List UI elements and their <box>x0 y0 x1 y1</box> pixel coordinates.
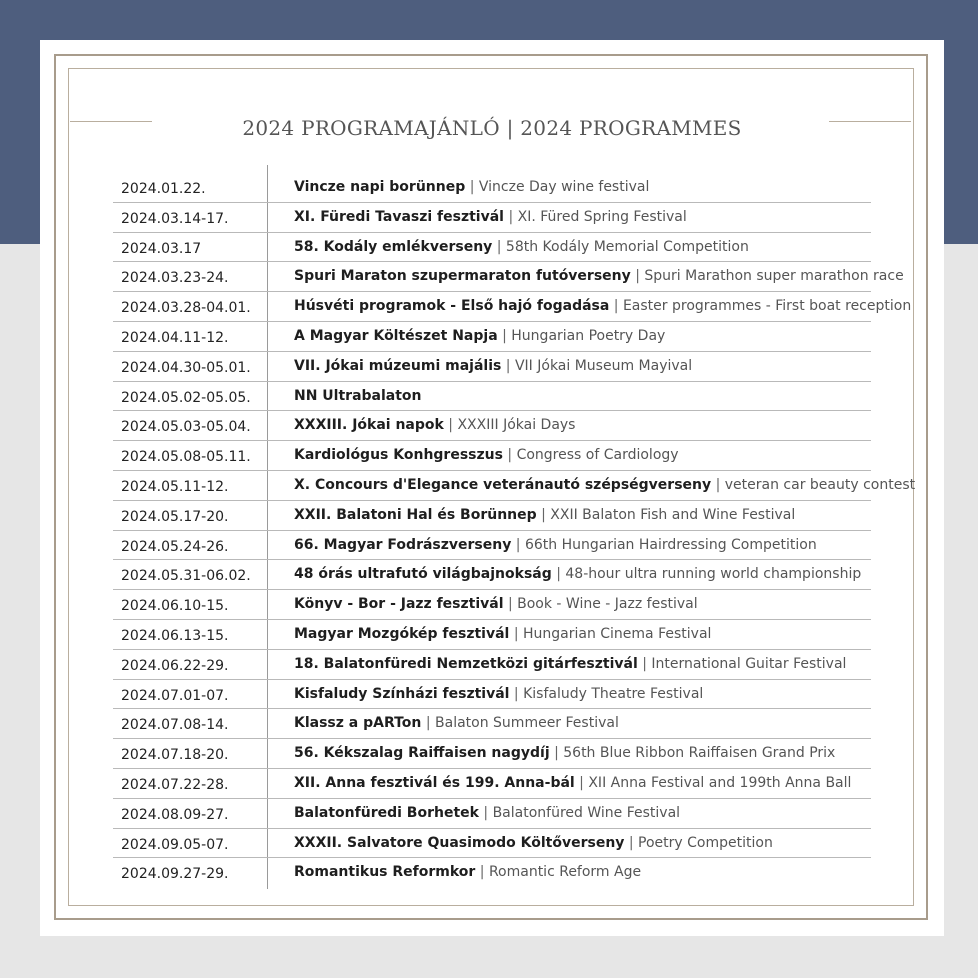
event-name-hu: XXII. Balatoni Hal és Borünnep <box>294 506 537 523</box>
event-title <box>294 566 861 582</box>
programme-row <box>113 411 871 441</box>
event-name-en: Hungarian Cinema Festival <box>522 625 712 642</box>
event-name-en: Congress of Cardiology <box>516 447 679 464</box>
event-name-en: Book - Wine - Jazz festival <box>517 596 698 613</box>
event-date: 2024.07.22-28. <box>121 776 229 793</box>
event-name-en: Spuri Marathon super marathon race <box>644 268 904 285</box>
programme-row <box>113 590 871 620</box>
programme-row <box>113 203 871 233</box>
event-title <box>294 328 665 344</box>
name-separator: | <box>628 834 634 851</box>
event-date: 2024.06.10-15. <box>121 598 229 615</box>
name-separator: | <box>513 625 519 642</box>
event-name-en: Easter programmes - First boat reception <box>622 298 912 315</box>
event-name-hu: Könyv - Bor - Jazz fesztivál <box>294 596 504 613</box>
event-title <box>294 268 904 284</box>
programme-row <box>113 560 871 590</box>
name-separator: | <box>502 327 507 344</box>
event-name-hu: 48 órás ultrafutó világbajnokság <box>294 566 552 583</box>
programme-row <box>113 739 871 769</box>
event-title <box>294 537 817 553</box>
event-date: 2024.04.30-05.01. <box>121 359 251 376</box>
event-date: 2024.06.13-15. <box>121 627 229 644</box>
name-separator: | <box>642 655 647 672</box>
event-title <box>294 835 773 851</box>
event-name-hu: VII. Jókai múzeumi majális <box>294 357 502 374</box>
programme-row <box>113 382 871 412</box>
event-date: 2024.05.02-05.05. <box>121 389 251 406</box>
programme-row <box>113 858 871 888</box>
name-separator: | <box>635 268 640 285</box>
programme-row <box>113 262 904 292</box>
programme-row <box>113 650 871 680</box>
event-name-hu: Magyar Mozgókép fesztivál <box>294 625 510 642</box>
event-title <box>294 388 422 404</box>
event-date: 2024.06.22-29. <box>121 657 229 674</box>
event-title <box>294 626 711 642</box>
event-name-en: International Guitar Festival <box>651 655 847 672</box>
event-date: 2024.03.28-04.01. <box>121 300 251 317</box>
event-date: 2024.05.24-26. <box>121 538 229 555</box>
event-name-hu: 66. Magyar Fodrászverseny <box>294 536 512 553</box>
programme-row <box>113 531 871 561</box>
programme-row <box>113 322 871 352</box>
event-title <box>294 596 698 612</box>
programme-row <box>113 173 871 203</box>
event-title <box>294 477 915 493</box>
event-date: 2024.07.18-20. <box>121 747 229 764</box>
event-name-hu: Húsvéti programok - Első hajó fogadása <box>294 298 610 315</box>
event-title <box>294 298 911 314</box>
programme-row <box>113 620 871 650</box>
event-name-en: Hungarian Poetry Day <box>511 327 666 344</box>
event-name-hu: Romantikus Reformkor <box>294 864 476 881</box>
event-name-en: Vincze Day wine festival <box>478 179 650 195</box>
event-date: 2024.08.09-27. <box>121 806 229 823</box>
event-name-en: VII Jókai Museum Mayival <box>514 357 693 374</box>
name-separator: | <box>554 745 559 762</box>
name-separator: | <box>425 715 431 732</box>
event-name-hu: Spuri Maraton szupermaraton futóverseny <box>294 268 631 285</box>
event-title <box>294 179 649 195</box>
name-separator: | <box>505 357 511 374</box>
programme-row <box>113 829 871 859</box>
event-date: 2024.03.14-17. <box>121 210 229 227</box>
event-title <box>294 209 687 225</box>
name-separator: | <box>579 774 584 791</box>
event-title <box>294 686 703 702</box>
programme-row <box>113 799 871 829</box>
event-title <box>294 417 575 433</box>
event-title <box>294 447 679 463</box>
programme-row <box>113 471 916 501</box>
event-name-hu: Klassz a pARTon <box>294 715 422 732</box>
event-title <box>294 745 835 761</box>
event-date: 2024.03.17 <box>121 240 202 257</box>
event-date: 2024.05.17-20. <box>121 508 229 525</box>
name-separator: | <box>508 208 514 225</box>
event-date: 2024.05.08-05.11. <box>121 449 251 466</box>
event-name-hu: A Magyar Költészet Napja <box>294 327 498 344</box>
event-title <box>294 656 846 672</box>
event-title <box>294 775 851 791</box>
event-name-hu: X. Concours d'Elegance veteránautó szépségverseny <box>294 476 712 493</box>
event-date: 2024.09.05-07. <box>121 836 229 853</box>
event-name-en: Kisfaludy Theatre Festival <box>523 685 704 702</box>
event-date: 2024.09.27-29. <box>121 866 229 883</box>
event-name-hu: XI. Füredi Tavaszi fesztivál <box>294 208 504 225</box>
event-name-hu: 56. Kékszalag Raiffaisen nagydíj <box>294 745 550 762</box>
event-name-hu: 58. Kodály emlékverseny <box>294 238 493 255</box>
name-separator: | <box>479 864 485 881</box>
programme-row <box>113 352 871 382</box>
event-date: 2024.05.11-12. <box>121 478 229 495</box>
event-name-en: XII Anna Festival and 199th Anna Ball <box>588 774 852 791</box>
programme-row <box>113 769 871 799</box>
event-date: 2024.07.01-07. <box>121 687 229 704</box>
event-date: 2024.04.11-12. <box>121 329 229 346</box>
programme-list <box>113 173 916 888</box>
event-name-hu: Balatonfüredi Borhetek <box>294 804 479 821</box>
programme-card <box>40 40 944 936</box>
programme-row <box>113 441 871 471</box>
programme-row <box>113 292 912 322</box>
name-separator: | <box>496 238 502 255</box>
event-name-hu: XII. Anna fesztivál és 199. Anna-bál <box>294 774 575 791</box>
event-name-en: XXXIII Jókai Days <box>457 417 576 434</box>
event-name-en: veteran car beauty contest <box>724 476 916 493</box>
event-title <box>294 805 680 821</box>
event-name-hu: Vincze napi borünnep <box>294 179 466 195</box>
event-name-hu: Kardiológus Konhgresszus <box>294 447 503 464</box>
name-separator: | <box>507 596 513 613</box>
event-title <box>294 507 795 523</box>
programme-row <box>113 709 871 739</box>
event-name-en: 58th Kodály Memorial Competition <box>505 238 749 255</box>
name-separator: | <box>515 536 521 553</box>
event-date: 2024.05.31-06.02. <box>121 568 251 585</box>
event-name-hu: 18. Balatonfüredi Nemzetközi gitárfesztivál <box>294 655 638 672</box>
event-title <box>294 239 749 255</box>
event-name-en: Balatonfüred Wine Festival <box>492 804 681 821</box>
name-separator: | <box>613 298 619 315</box>
event-name-en: 56th Blue Ribbon Raiffaisen Grand Prix <box>563 745 836 762</box>
event-name-hu: NN Ultrabalaton <box>294 387 422 404</box>
programme-row <box>113 680 871 710</box>
name-separator: | <box>556 566 561 583</box>
name-separator: | <box>541 506 546 523</box>
event-date: 2024.07.08-14. <box>121 717 229 734</box>
programme-row <box>113 501 871 531</box>
event-date: 2024.05.03-05.04. <box>121 419 251 436</box>
name-separator: | <box>507 447 513 464</box>
event-name-en: XI. Füred Spring Festival <box>517 208 687 225</box>
event-name-hu: XXXIII. Jókai napok <box>294 417 444 434</box>
event-name-en: Romantic Reform Age <box>488 864 642 881</box>
page-title: 2024 PROGRAMAJÁNLÓ | 2024 PROGRAMMES <box>242 116 742 140</box>
event-name-en: Balaton Summeer Festival <box>435 715 619 732</box>
programme-row <box>113 233 871 263</box>
name-separator: | <box>715 476 721 493</box>
name-separator: | <box>469 179 475 195</box>
name-separator: | <box>483 804 489 821</box>
event-title <box>294 358 692 374</box>
event-name-en: XXII Balaton Fish and Wine Festival <box>550 506 796 523</box>
event-name-en: 66th Hungarian Hairdressing Competition <box>524 536 817 553</box>
event-name-hu: Kisfaludy Színházi fesztivál <box>294 685 510 702</box>
event-date: 2024.01.22. <box>121 181 206 197</box>
event-name-en: 48-hour ultra running world championship <box>565 566 862 583</box>
name-separator: | <box>448 417 453 434</box>
event-title <box>294 864 641 880</box>
event-title <box>294 715 619 731</box>
name-separator: | <box>513 685 519 702</box>
event-name-en: Poetry Competition <box>638 834 773 851</box>
event-name-hu: XXXII. Salvatore Quasimodo Költőverseny <box>294 834 625 851</box>
event-date: 2024.03.23-24. <box>121 270 229 287</box>
